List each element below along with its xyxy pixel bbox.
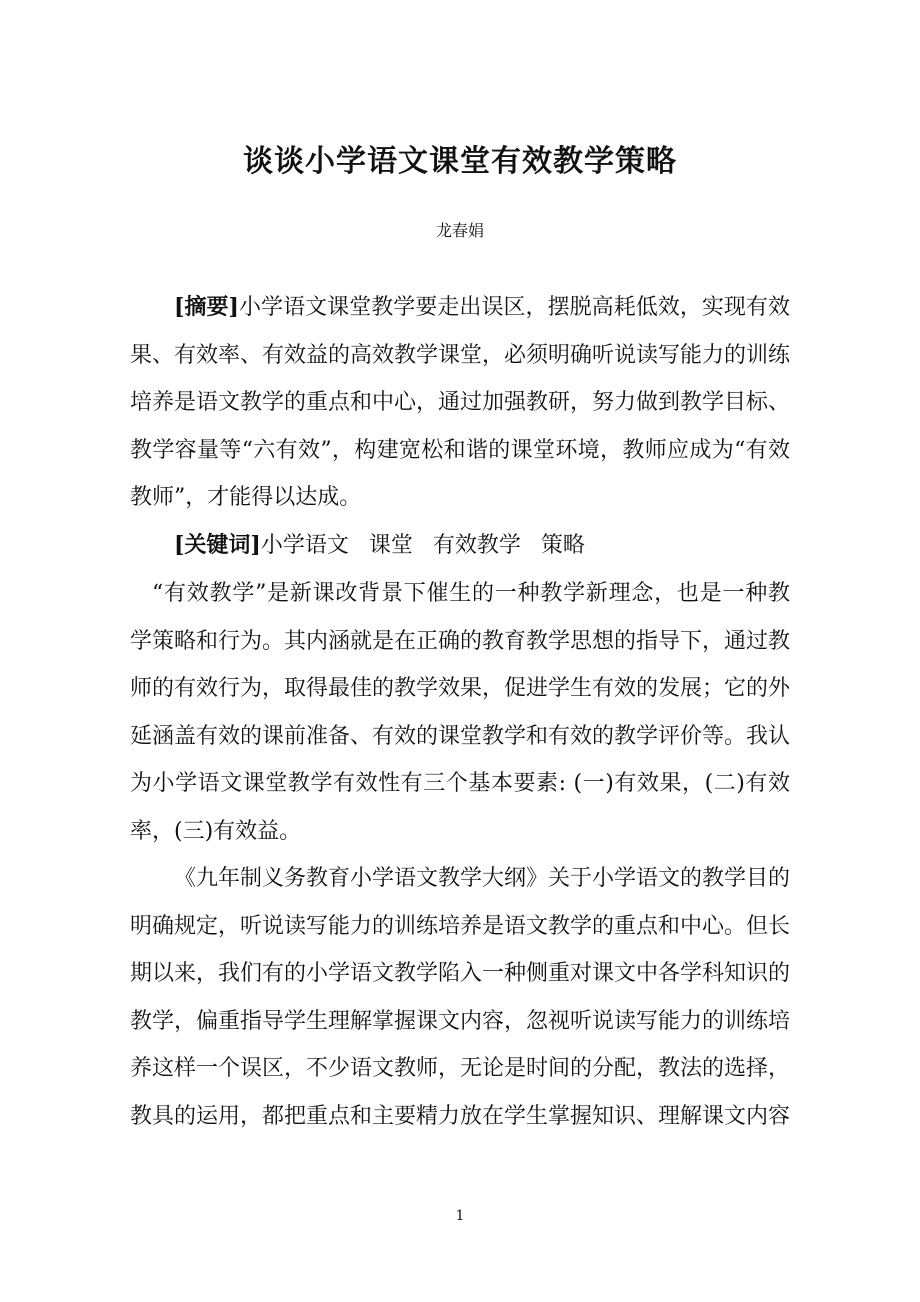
author-name: 龙春娟: [435, 221, 484, 240]
page-number: 1: [455, 1208, 465, 1224]
keyword-item: 课堂: [368, 533, 413, 558]
keywords-paragraph: [130, 522, 790, 570]
abstract-text: 小学语文课堂教学要走出误区，摆脱高耗低效，实现有效果、有效率、有效益的高效教学课堂，必须明确听说读写能力的训练培养是语文教学的重点和中心，通过加强教研，努力做到教学目标、教学容量等“六有效”，构建宽松和谐的课堂环境，教师应成为“有效教师”，才能得以达成。: [130, 295, 791, 510]
body-paragraph-syllabus: 《九年制义务教育小学语文教学大纲》关于小学语文的教学目的明确规定，听说读写能力的训练培养是语文教学的重点和中心。但长期以来，我们有的小学语文教学陷入一种侧重对课文中各学科知识的教学，偏重指导学生理解掌握课文内容，忽视听说读写能力的训练培养这样一个误区，不少语文教师，无论是时间的分配，教法的选择，教具的运用，都把重点和主要精力放在学生掌握知识、理解课文内容: [130, 866, 791, 1129]
document-title: 谈谈小学语文课堂有效教学策略: [243, 144, 677, 179]
abstract-paragraph: [130, 284, 790, 522]
keyword-item: 小学语文: [260, 533, 349, 558]
keyword-item: 有效教学: [432, 533, 521, 558]
keywords-label: [关键词]: [174, 532, 261, 558]
keyword-item: 策略: [540, 533, 585, 558]
body-paragraph-intro: “有效教学”是新课改背景下催生的一种教学新理念，也是一种教学策略和行为。其内涵就是在正确的教育教学思想的指导下，通过教师的有效行为，取得最佳的教学效果，促进学生有效的发展；它的外延涵盖有效的课前准备、有效的课堂教学和有效的教学评价等。我认为小学语文课堂教学有效性有三个基本要素: (一)有效果，(二)有效率，(三)有效益。: [130, 581, 791, 844]
abstract-label: [摘要]: [174, 294, 239, 320]
